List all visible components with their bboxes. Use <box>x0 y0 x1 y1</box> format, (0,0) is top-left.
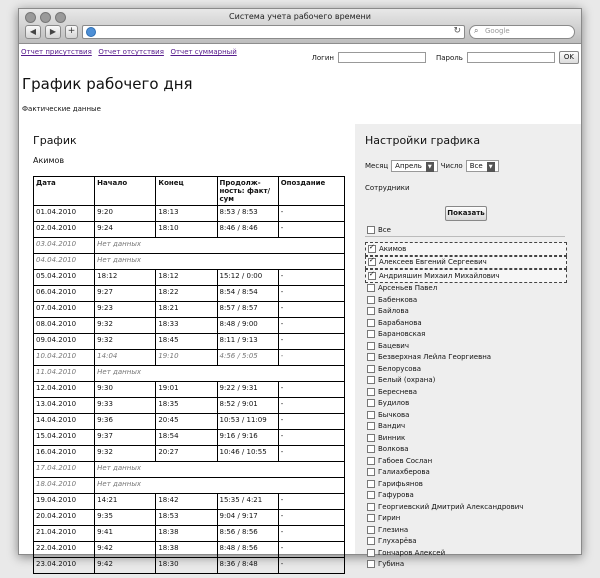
cell-end: 19:10 <box>156 350 217 366</box>
employee-name: Бычкова <box>378 410 410 419</box>
window-title: Система учета рабочего времени <box>229 12 371 21</box>
table-row <box>34 254 345 270</box>
list-item[interactable] <box>365 398 567 410</box>
globe-icon <box>86 27 96 37</box>
cell-date: 21.04.2010 <box>34 526 95 542</box>
cell-lateness: - <box>278 350 344 366</box>
cell-no-data: Нет данных <box>95 366 345 382</box>
cell-duration: 9:16 / 9:16 <box>217 430 278 446</box>
cell-end: 18:38 <box>156 526 217 542</box>
table-row <box>34 398 345 414</box>
table-row <box>34 318 345 334</box>
list-item[interactable] <box>365 490 567 502</box>
list-item[interactable] <box>365 306 567 318</box>
employee-name: Галиахберова <box>378 468 430 477</box>
cell-start: 14:21 <box>95 494 156 510</box>
cell-date: 13.04.2010 <box>34 398 95 414</box>
list-item[interactable] <box>365 352 567 364</box>
cell-end: 18:45 <box>156 334 217 350</box>
cell-lateness: - <box>278 558 344 574</box>
employee-name: Габоев Сослан <box>378 456 433 465</box>
table-header-row <box>34 177 345 206</box>
employee-checkbox[interactable] <box>367 411 375 419</box>
cell-end: 18:54 <box>156 430 217 446</box>
browser-toolbar <box>25 24 575 40</box>
table-row <box>34 558 345 574</box>
cell-duration: 8:57 / 8:57 <box>217 302 278 318</box>
month-label: Месяц <box>365 162 389 170</box>
cell-no-data: Нет данных <box>95 462 345 478</box>
cell-date: 14.04.2010 <box>34 414 95 430</box>
employee-checkbox[interactable] <box>367 537 375 545</box>
cell-start: 9:32 <box>95 318 156 334</box>
cell-date: 19.04.2010 <box>34 494 95 510</box>
select-all-option[interactable] <box>367 226 391 234</box>
link-summary-report[interactable]: Отчет суммарный <box>170 48 237 56</box>
cell-end: 18:21 <box>156 302 217 318</box>
cell-start: 9:37 <box>95 430 156 446</box>
employee-name: Гончаров Алексей <box>378 548 446 557</box>
page-subtitle: Фактические данные <box>22 105 101 113</box>
cell-end: 18:10 <box>156 222 217 238</box>
cell-lateness: - <box>278 286 344 302</box>
list-item[interactable] <box>365 409 567 421</box>
settings-panel <box>355 124 581 569</box>
settings-heading: Настройки графика <box>365 134 481 147</box>
cell-duration: 4:56 / 5:05 <box>217 350 278 366</box>
cell-date: 10.04.2010 <box>34 350 95 366</box>
divider <box>365 236 565 237</box>
show-button[interactable]: Показать <box>445 206 487 221</box>
cell-date: 12.04.2010 <box>34 382 95 398</box>
table-row <box>34 430 345 446</box>
cell-start: 9:36 <box>95 414 156 430</box>
number-value: Все <box>469 162 483 170</box>
employee-name: Белый (охрана) <box>378 376 436 385</box>
employee-name: Бабенкова <box>378 295 418 304</box>
link-absence-report[interactable]: Отчет отсутствия <box>98 48 164 56</box>
cell-start: 14:04 <box>95 350 156 366</box>
list-item[interactable] <box>365 375 567 387</box>
cell-start: 9:23 <box>95 302 156 318</box>
employee-checkbox[interactable] <box>367 445 375 453</box>
table-row <box>34 222 345 238</box>
select-all-label: Все <box>378 226 391 234</box>
list-item[interactable] <box>365 513 567 525</box>
table-row <box>34 206 345 222</box>
cell-date: 20.04.2010 <box>34 510 95 526</box>
cell-duration: 8:52 / 9:01 <box>217 398 278 414</box>
list-item[interactable] <box>365 269 567 283</box>
cell-end: 18:12 <box>156 270 217 286</box>
employee-name: Бацевич <box>378 341 409 350</box>
table-row <box>34 446 345 462</box>
table-row <box>34 350 345 366</box>
cell-duration: 8:36 / 8:48 <box>217 558 278 574</box>
cell-lateness: - <box>278 526 344 542</box>
list-item[interactable] <box>365 536 567 548</box>
cell-start: 9:30 <box>95 382 156 398</box>
employee-name: Арсеньев Павел <box>378 284 438 293</box>
schedule-person: Акимов <box>33 156 65 165</box>
table-row <box>34 334 345 350</box>
employee-checkbox[interactable] <box>367 376 375 384</box>
cell-duration: 10:53 / 11:09 <box>217 414 278 430</box>
table-row <box>34 366 345 382</box>
cell-lateness: - <box>278 398 344 414</box>
add-bookmark-button[interactable]: + <box>65 25 78 39</box>
list-item[interactable] <box>365 432 567 444</box>
cell-duration: 9:04 / 9:17 <box>217 510 278 526</box>
employee-name: Гарифьянов <box>378 479 423 488</box>
list-item[interactable] <box>365 444 567 456</box>
select-all-checkbox[interactable] <box>367 226 375 234</box>
cell-duration: 8:48 / 8:56 <box>217 542 278 558</box>
list-item[interactable] <box>365 386 567 398</box>
table-row <box>34 382 345 398</box>
list-item[interactable] <box>365 455 567 467</box>
col-end: Конец <box>156 177 217 206</box>
page-content <box>19 44 581 569</box>
cell-end: 18:13 <box>156 206 217 222</box>
number-label: Число <box>440 162 463 170</box>
employee-name: Губина <box>378 560 405 569</box>
cell-date: 18.04.2010 <box>34 478 95 494</box>
password-input[interactable] <box>467 52 555 63</box>
cell-lateness: - <box>278 334 344 350</box>
back-button[interactable]: ◀ <box>25 25 41 39</box>
cell-start: 9:41 <box>95 526 156 542</box>
cell-lateness: - <box>278 414 344 430</box>
cell-no-data: Нет данных <box>95 238 345 254</box>
cell-duration: 8:54 / 8:54 <box>217 286 278 302</box>
employee-name: Байлова <box>378 307 409 316</box>
employee-name: Георгиевский Дмитрий Александрович <box>378 502 524 511</box>
cell-duration: 8:56 / 8:56 <box>217 526 278 542</box>
cell-start: 9:32 <box>95 334 156 350</box>
login-label: Логин <box>311 53 334 62</box>
cell-date: 03.04.2010 <box>34 238 95 254</box>
employee-checkbox[interactable] <box>367 388 375 396</box>
employee-name: Барановская <box>378 330 426 339</box>
chevron-down-icon: ▼ <box>488 164 493 170</box>
cell-date: 11.04.2010 <box>34 366 95 382</box>
cell-lateness: - <box>278 318 344 334</box>
employee-checkbox[interactable] <box>367 434 375 442</box>
login-input[interactable] <box>338 52 426 63</box>
list-item[interactable] <box>365 524 567 536</box>
cell-duration: 10:46 / 10:55 <box>217 446 278 462</box>
table-row <box>34 462 345 478</box>
schedule-table <box>33 176 345 574</box>
cell-duration: 15:35 / 4:21 <box>217 494 278 510</box>
search-icon: ⌕ <box>474 26 479 35</box>
cell-date: 02.04.2010 <box>34 222 95 238</box>
cell-date: 06.04.2010 <box>34 286 95 302</box>
staff-label: Сотрудники <box>365 184 410 192</box>
table-row <box>34 494 345 510</box>
month-select[interactable] <box>391 160 438 172</box>
table-row <box>34 478 345 494</box>
cell-date: 22.04.2010 <box>34 542 95 558</box>
cell-duration: 8:48 / 9:00 <box>217 318 278 334</box>
search-placeholder: Google <box>485 27 510 35</box>
cell-duration: 9:22 / 9:31 <box>217 382 278 398</box>
cell-end: 20:45 <box>156 414 217 430</box>
cell-date: 01.04.2010 <box>34 206 95 222</box>
cell-start: 9:42 <box>95 558 156 574</box>
employee-name: Вандич <box>378 422 406 431</box>
cell-date: 15.04.2010 <box>34 430 95 446</box>
employee-checkbox[interactable] <box>367 468 375 476</box>
col-lateness: Опоздание <box>278 177 344 206</box>
table-row <box>34 510 345 526</box>
list-item[interactable] <box>365 421 567 433</box>
ok-button[interactable]: OK <box>559 51 579 64</box>
employee-checkbox[interactable] <box>367 422 375 430</box>
employee-name: Алексеев Евгений Сергеевич <box>379 258 487 267</box>
link-presence-report[interactable]: Отчет присутствия <box>21 48 92 56</box>
cell-end: 18:53 <box>156 510 217 526</box>
schedule-heading: График <box>33 134 77 147</box>
cell-end: 18:35 <box>156 398 217 414</box>
employee-checkbox[interactable] <box>367 526 375 534</box>
cell-lateness: - <box>278 382 344 398</box>
list-item[interactable] <box>365 363 567 375</box>
cell-duration: 8:46 / 8:46 <box>217 222 278 238</box>
employee-name: Гафурова <box>378 491 414 500</box>
cell-date: 09.04.2010 <box>34 334 95 350</box>
cell-lateness: - <box>278 302 344 318</box>
list-item[interactable] <box>365 501 567 513</box>
cell-date: 07.04.2010 <box>34 302 95 318</box>
password-label: Пароль <box>436 53 463 62</box>
schedule-panel <box>19 124 355 568</box>
cell-end: 20:27 <box>156 446 217 462</box>
employee-checkbox[interactable] <box>368 245 376 253</box>
employee-list <box>365 242 567 570</box>
cell-date: 04.04.2010 <box>34 254 95 270</box>
address-bar[interactable] <box>82 25 465 39</box>
cell-end: 18:38 <box>156 542 217 558</box>
cell-start: 9:35 <box>95 510 156 526</box>
report-links <box>21 47 241 56</box>
browser-window <box>18 8 582 569</box>
cell-start: 9:27 <box>95 286 156 302</box>
table-row <box>34 414 345 430</box>
col-start: Начало <box>95 177 156 206</box>
col-duration: Продолж-ность: факт/сум <box>217 177 278 206</box>
list-item[interactable] <box>365 467 567 479</box>
cell-lateness: - <box>278 270 344 286</box>
cell-end: 19:01 <box>156 382 217 398</box>
cell-duration: 8:11 / 9:13 <box>217 334 278 350</box>
page-title: График рабочего дня <box>22 75 193 93</box>
browser-search-field[interactable] <box>469 25 575 39</box>
list-item[interactable] <box>365 340 567 352</box>
list-item[interactable] <box>365 294 567 306</box>
month-value: Апрель <box>395 162 422 170</box>
list-item[interactable] <box>365 283 567 295</box>
employee-checkbox[interactable] <box>367 560 375 568</box>
employee-name: Белорусова <box>378 364 421 373</box>
forward-button[interactable]: ▶ <box>45 25 61 39</box>
list-item[interactable] <box>365 242 567 256</box>
cell-no-data: Нет данных <box>95 254 345 270</box>
table-row <box>34 286 345 302</box>
cell-end: 18:22 <box>156 286 217 302</box>
cell-date: 08.04.2010 <box>34 318 95 334</box>
employee-checkbox[interactable] <box>367 353 375 361</box>
employee-checkbox[interactable] <box>367 365 375 373</box>
employee-checkbox[interactable] <box>367 319 375 327</box>
employee-checkbox[interactable] <box>367 342 375 350</box>
employee-name: Барабанова <box>378 318 422 327</box>
table-row <box>34 238 345 254</box>
cell-lateness: - <box>278 542 344 558</box>
employee-name: Андрияшин Михаил Михайлович <box>379 271 500 280</box>
cell-lateness: - <box>278 494 344 510</box>
chevron-down-icon: ▼ <box>427 164 432 170</box>
cell-start: 9:33 <box>95 398 156 414</box>
cell-lateness: - <box>278 510 344 526</box>
cell-date: 05.04.2010 <box>34 270 95 286</box>
employee-checkbox[interactable] <box>367 480 375 488</box>
list-item[interactable] <box>365 317 567 329</box>
employee-checkbox[interactable] <box>367 457 375 465</box>
cell-lateness: - <box>278 430 344 446</box>
employee-checkbox[interactable] <box>367 284 375 292</box>
col-date: Дата <box>34 177 95 206</box>
employee-name: Винник <box>378 433 406 442</box>
table-row <box>34 526 345 542</box>
list-item[interactable] <box>365 478 567 490</box>
cell-date: 23.04.2010 <box>34 558 95 574</box>
table-body <box>34 206 345 574</box>
login-form <box>312 51 579 64</box>
cell-lateness: - <box>278 446 344 462</box>
title-bar <box>19 9 581 44</box>
employee-name: Глезина <box>378 525 409 534</box>
employee-name: Безверхная Лейла Георгиевна <box>378 353 492 362</box>
table-row <box>34 542 345 558</box>
employee-name: Гирин <box>378 514 401 523</box>
list-item[interactable] <box>365 256 567 270</box>
table-row <box>34 270 345 286</box>
cell-lateness: - <box>278 206 344 222</box>
cell-end: 18:33 <box>156 318 217 334</box>
employee-checkbox[interactable] <box>367 307 375 315</box>
employee-name: Акимов <box>379 244 407 253</box>
employee-checkbox[interactable] <box>367 503 375 511</box>
cell-start: 18:12 <box>95 270 156 286</box>
employee-name: Волкова <box>378 445 409 454</box>
employee-checkbox[interactable] <box>367 296 375 304</box>
cell-end: 18:42 <box>156 494 217 510</box>
employee-checkbox[interactable] <box>367 399 375 407</box>
cell-date: 17.04.2010 <box>34 462 95 478</box>
number-select[interactable] <box>466 160 499 172</box>
employee-checkbox[interactable] <box>368 258 376 266</box>
employee-name: Будилов <box>378 399 410 408</box>
cell-date: 16.04.2010 <box>34 446 95 462</box>
cell-duration: 8:53 / 8:53 <box>217 206 278 222</box>
employee-name: Глухарёва <box>378 537 417 546</box>
list-item[interactable] <box>365 547 567 559</box>
reload-icon[interactable]: ↻ <box>453 26 461 36</box>
cell-end: 18:30 <box>156 558 217 574</box>
employee-checkbox[interactable] <box>368 272 376 280</box>
employee-name: Береснева <box>378 387 418 396</box>
cell-lateness: - <box>278 222 344 238</box>
cell-start: 9:32 <box>95 446 156 462</box>
list-item[interactable] <box>365 329 567 341</box>
cell-no-data: Нет данных <box>95 478 345 494</box>
employee-checkbox[interactable] <box>367 514 375 522</box>
cell-start: 9:24 <box>95 222 156 238</box>
list-item[interactable] <box>365 559 567 571</box>
date-controls <box>365 160 499 172</box>
employee-checkbox[interactable] <box>367 491 375 499</box>
cell-start: 9:20 <box>95 206 156 222</box>
employee-checkbox[interactable] <box>367 549 375 557</box>
cell-duration: 15:12 / 0:00 <box>217 270 278 286</box>
table-row <box>34 302 345 318</box>
employee-checkbox[interactable] <box>367 330 375 338</box>
cell-start: 9:42 <box>95 542 156 558</box>
